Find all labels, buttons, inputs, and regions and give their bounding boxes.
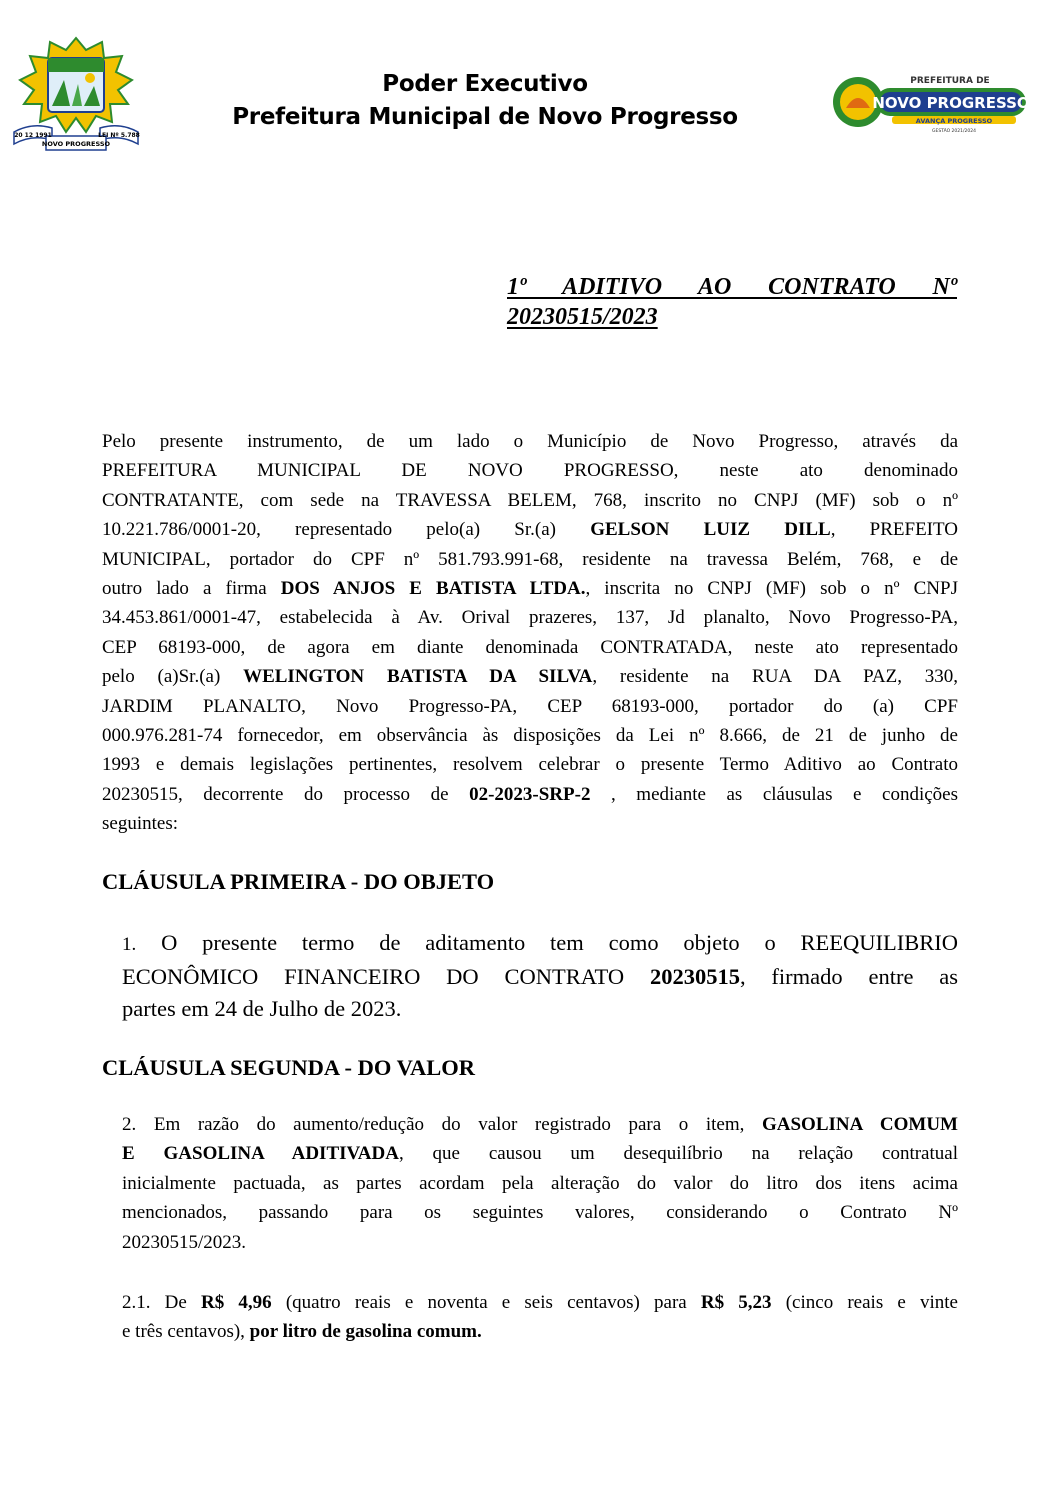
clause-number: 1.: [122, 934, 137, 955]
item-name: E GASOLINA ADITIVADA: [122, 1143, 399, 1165]
intro-line: [102, 662, 958, 691]
item-text: e três centavos),: [122, 1321, 245, 1343]
clause-text: ECONÔMICO FINANCEIRO DO CONTRATO: [122, 964, 625, 989]
intro-line: JARDIM PLANALTO, Novo Progresso-PA, CEP 68193-000, portador do (a) CPF: [102, 695, 958, 717]
clause-1-line: partes em 24 de Julho de 2023.: [122, 996, 402, 1021]
header-line-2: Prefeitura Municipal de Novo Progresso: [232, 104, 738, 130]
mayor-name: GELSON LUIZ DILL: [590, 519, 831, 541]
company-name: DOS ANJOS E BATISTA LTDA.: [280, 578, 586, 600]
intro-line: 34.453.861/0001-47, estabelecida à Av. Orival prazeres, 137, Jd planalto, Novo Progresso-PA,: [102, 607, 958, 629]
intro-text: pelo (a)Sr.(a): [102, 666, 221, 688]
clause-2-heading: CLÁUSULA SEGUNDA - DO VALOR: [102, 1055, 475, 1080]
clause-text: Em razão do aumento/redução do valor registrado para o item,: [153, 1114, 745, 1135]
intro-text: , residente na RUA DA PAZ, 330,: [592, 666, 959, 688]
new-price: R$ 5,23: [700, 1292, 772, 1313]
clause-text: O presente termo de aditamento tem como objeto o REEQUILIBRIO: [161, 930, 959, 955]
intro-line: Pelo presente instrumento, de um lado o Município de Novo Progresso, através da: [102, 431, 958, 452]
contract-number: 20230515: [649, 964, 740, 989]
intro-text: 20230515, decorrente do processo de: [102, 783, 449, 805]
clause-text: , firmado entre as: [739, 964, 959, 989]
header-title: [180, 68, 790, 134]
clause-2-line: [122, 1110, 958, 1139]
intro-text: , inscrita no CNPJ (MF) sob o nº CNPJ: [585, 578, 958, 600]
clause-1-line: [122, 927, 958, 961]
clause-number: 2.: [122, 1114, 137, 1135]
item-text: (quatro reais e noventa e seis centavos) para: [285, 1292, 687, 1313]
clause-2-body: [122, 1110, 958, 1257]
intro-line: CEP 68193-000, de agora em diante denominada CONTRATADA, neste ato representado: [102, 636, 958, 658]
intro-line: CONTRATANTE, com sede na TRAVESSA BELEM, 768, inscrito no CNPJ (MF) sob o nº: [102, 489, 958, 511]
intro-line: MUNICIPAL, portador do CPF nº 581.793.991-68, residente na travessa Belém, 768, e de: [102, 548, 958, 570]
logo-slogan-text: AVANÇA PROGRESSO: [915, 117, 993, 125]
intro-line: [102, 574, 958, 603]
clause-1-line: [122, 961, 958, 993]
clause-2-line: [122, 1139, 958, 1168]
municipal-seal-icon: [12, 36, 140, 152]
logo-gestao-text: GESTÃO 2021/2024: [932, 129, 976, 134]
item-line: [122, 1288, 958, 1317]
contract-title-line-1: 1º ADITIVO AO CONTRATO Nº: [507, 274, 957, 300]
representative-name: WELINGTON BATISTA DA SILVA: [243, 666, 593, 688]
novo-progresso-logo-icon: [832, 68, 1030, 136]
clause-text: , que causou um desequilíbrio na relação contratual: [398, 1143, 958, 1165]
clause-2-line: mencionados, passando para os seguintes valores, considerando o Contrato Nº: [122, 1202, 958, 1224]
item-text: 2.1. De: [122, 1292, 187, 1313]
intro-line: PREFEITURA MUNICIPAL DE NOVO PROGRESSO, neste ato denominado: [102, 460, 958, 482]
item-line: [122, 1317, 958, 1346]
item-name: GASOLINA COMUM: [761, 1114, 958, 1135]
item-text: (cinco reais e vinte: [785, 1292, 958, 1313]
intro-text: 10.221.786/0001-20, representado pelo(a) Sr.(a): [102, 519, 556, 541]
old-price: R$ 4,96: [201, 1292, 272, 1313]
seal-ribbon-left: 20 12 1991: [14, 132, 52, 139]
intro-text: , mediante as cláusulas e condições: [611, 783, 958, 805]
intro-text: outro lado a firma: [102, 578, 267, 600]
intro-line: 000.976.281-74 fornecedor, em observância às disposições da Lei nº 8.666, de 21 de junho de: [102, 725, 958, 747]
intro-text: , PREFEITO: [830, 519, 958, 541]
contract-title: [507, 272, 957, 332]
intro-line: [102, 515, 958, 544]
clause-2-line: 20230515/2023.: [122, 1231, 247, 1253]
logo-top-text: PREFEITURA DE: [910, 76, 990, 86]
process-number: 02-2023-SRP-2: [469, 783, 591, 805]
intro-line: [102, 780, 958, 809]
intro-line: 1993 e demais legislações pertinentes, resolvem celebrar o presente Termo Aditivo ao Contrato: [102, 754, 958, 776]
header-line-1: Poder Executivo: [382, 71, 588, 97]
logo-main-text: NOVO PROGRESSO: [872, 94, 1030, 112]
intro-line: seguintes:: [102, 813, 178, 835]
item-unit: por litro de gasolina comum.: [249, 1321, 482, 1343]
contract-title-line-2: 20230515/2023: [507, 304, 658, 330]
clause-1-body: [122, 927, 958, 1025]
seal-ribbon-bottom: NOVO PROGRESSO: [41, 140, 111, 148]
clause-1-heading: CLÁUSULA PRIMEIRA - DO OBJETO: [102, 869, 495, 894]
seal-ribbon-right: LEI Nº 5.788: [98, 132, 140, 139]
clause-2-item-1: [122, 1288, 958, 1347]
clause-2-line: inicialmente pactuada, as partes acordam pela alteração do valor do litro dos itens acima: [122, 1172, 958, 1194]
intro-paragraph: [102, 427, 958, 839]
